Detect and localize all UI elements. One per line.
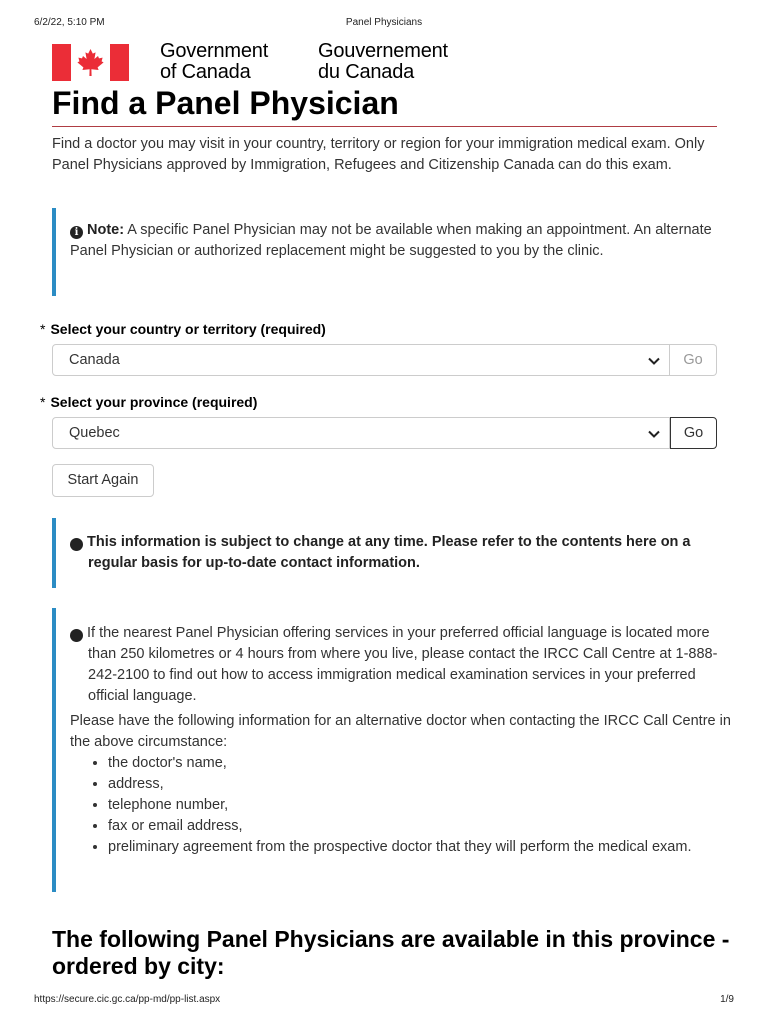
print-page-number: 1/9 xyxy=(720,994,734,1005)
print-header xyxy=(34,17,734,31)
chevron-down-icon xyxy=(647,354,661,368)
results-heading: The following Panel Physicians are available in this province - ordered by city: xyxy=(52,926,730,979)
language-notice-content xyxy=(65,608,732,858)
change-notice-alert xyxy=(52,518,732,588)
change-notice-content xyxy=(65,518,732,574)
language-paragraph-1-text: If the nearest Panel Physician offering services in your preferred official language is located more than 250 kilometres or 4 hours from where you live, please contact the IRCC Call Centre at 1-888-242-2100 to find out how to access immigration medical examination services in your preferred official language. xyxy=(87,625,718,704)
print-url: https://secure.cic.gc.ca/pp-md/pp-list.aspx xyxy=(34,994,221,1005)
page-title: Find a Panel Physician xyxy=(52,85,399,121)
language-paragraph-1 xyxy=(65,623,732,707)
sig-en-line2: of Canada xyxy=(160,61,251,83)
chevron-down-icon xyxy=(647,427,661,441)
language-notice-alert xyxy=(52,608,732,892)
print-date: 6/2/22, 5:10 PM xyxy=(34,17,105,28)
list-item: • preliminary agreement from the prospective doctor that they will perform the medical exam. xyxy=(108,837,732,858)
note-text: A specific Panel Physician may not be available when making an appointment. An alternate Panel Physician or authorized replacement might be suggested to you by the clinic. xyxy=(70,222,712,259)
info-icon: i xyxy=(70,226,83,239)
title-underline xyxy=(52,126,717,127)
required-marker: * xyxy=(40,394,46,410)
required-info-list xyxy=(70,753,732,858)
info-icon: i xyxy=(70,538,83,551)
language-paragraph-2: Please have the following information for an alternative doctor when contacting the IRCC Call Centre in the above circumstance: xyxy=(70,713,731,750)
intro-text: Find a doctor you may visit in your country, territory or region for your immigration medical exam. Only Panel Physicians approved by Immigration, Refugees and Citizenship Canada can do this exam. xyxy=(52,136,705,173)
note-alert xyxy=(52,208,732,296)
list-item: • telephone number, xyxy=(108,795,732,816)
province-select[interactable] xyxy=(52,417,670,449)
sig-fr-line2: du Canada xyxy=(318,61,415,83)
country-select[interactable] xyxy=(52,344,670,376)
province-select-value: Quebec xyxy=(69,425,120,441)
list-item: • fax or email address, xyxy=(108,816,732,837)
note-label: Note: xyxy=(87,222,125,238)
sig-fr-line1: Gouvernement xyxy=(318,40,448,62)
print-page-title: Panel Physicians xyxy=(345,17,423,28)
country-label xyxy=(40,320,326,338)
country-select-value: Canada xyxy=(69,352,120,368)
sig-en-line1: Government xyxy=(160,40,269,62)
print-footer xyxy=(34,994,734,1008)
country-label-text: Select your country or territory (required) xyxy=(50,321,326,337)
country-go-button[interactable]: Go xyxy=(670,344,717,376)
province-label xyxy=(40,393,257,411)
canada-flag-icon xyxy=(52,44,129,81)
required-marker: * xyxy=(40,321,46,337)
signature-english xyxy=(160,41,268,83)
start-again-button[interactable]: Start Again xyxy=(52,464,154,497)
info-icon: i xyxy=(70,629,83,642)
note-content xyxy=(70,208,732,262)
list-item: • address, xyxy=(108,774,732,795)
province-label-text: Select your province (required) xyxy=(50,394,258,410)
list-item: • the doctor's name, xyxy=(108,753,732,774)
change-notice-text: This information is subject to change at any time. Please refer to the contents here on a regular basis for up-to-date contact information. xyxy=(87,534,691,571)
signature-french xyxy=(318,41,448,83)
province-go-button[interactable]: Go xyxy=(670,417,717,449)
